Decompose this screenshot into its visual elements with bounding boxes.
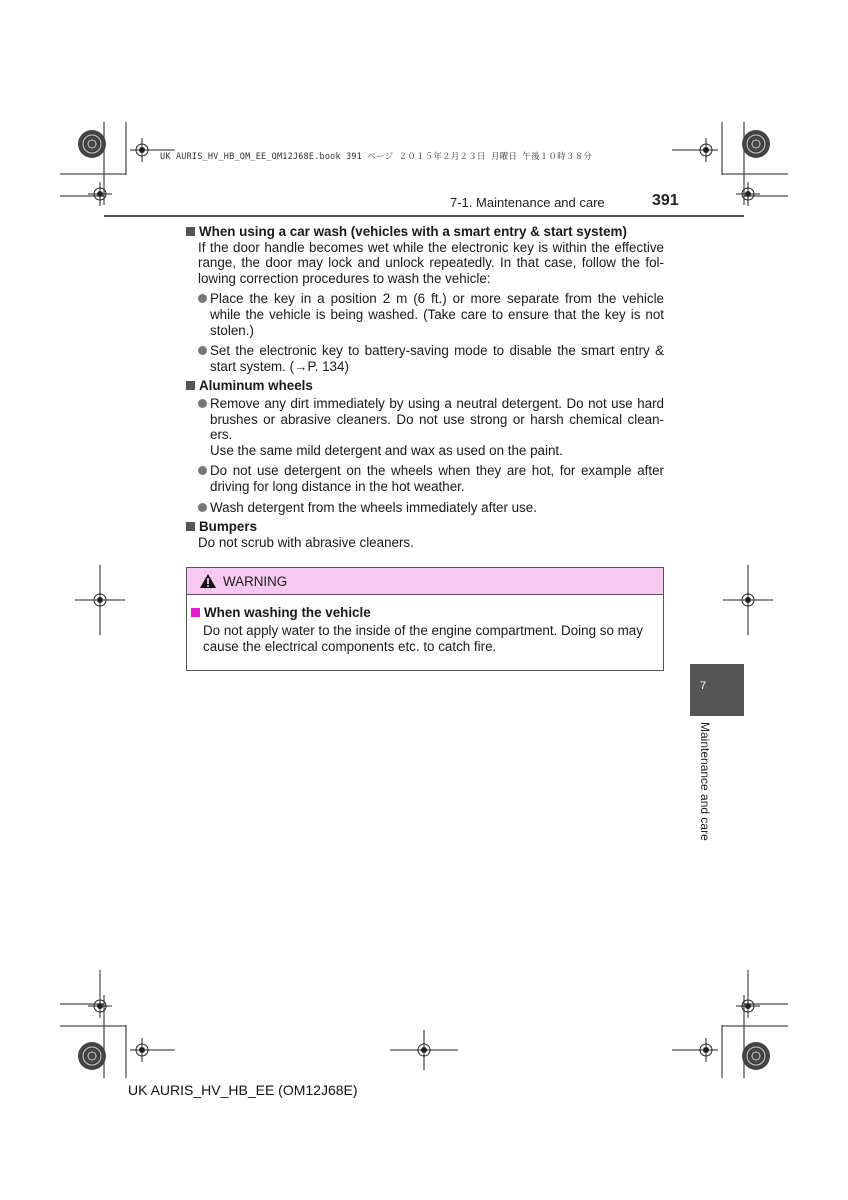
round-bullet-icon — [198, 399, 207, 408]
list-item: Do not use detergent on the wheels when they are hot, for example after driving for long distance in the hot weather. — [198, 463, 664, 494]
round-bullet-icon — [198, 466, 207, 475]
list-item: Set the electronic key to battery-saving mode to disable the smart entry & start system. (→P. 134) — [198, 343, 664, 374]
header-rule — [104, 215, 744, 217]
chapter-number: 7 — [700, 680, 707, 692]
chapter-tab — [690, 664, 744, 716]
warning-box — [186, 567, 664, 671]
warning-header — [187, 568, 663, 595]
round-bullet-icon — [198, 503, 207, 512]
chapter-label: Maintenance and care — [698, 722, 712, 841]
round-bullet-icon — [198, 294, 207, 303]
running-header-section: 7-1. Maintenance and care — [450, 195, 605, 210]
page-number: 391 — [652, 192, 679, 209]
car-wash-paragraph: If the door handle becomes wet while the electronic key is within the effective range, the door may lock and unlock repeatedly. In that case, follow the fol-lowing correction procedures to wash the vehicle: — [198, 239, 664, 286]
list-item: Place the key in a position 2 m (6 ft.) or more separate from the vehicle while the vehicle is being washed. (Take care to ensure that the key is not stolen.) — [198, 291, 664, 338]
square-bullet-icon — [186, 522, 195, 531]
list-item: Remove any dirt immediately by using a neutral detergent. Do not use hard brushes or abrasive cleaners. Do not use strong or harsh chemical clean-ers. Use the same mild detergent and wax as used on the paint. — [198, 396, 664, 458]
square-bullet-icon — [186, 227, 195, 236]
print-file-line: UK AURIS_HV_HB_OM_EE_OM12J68E.book 391 ページ ２０１５年２月２３日 月曜日 午後１０時３８分 — [160, 152, 592, 162]
warning-subheading: When washing the vehicle — [191, 605, 663, 620]
section-heading-aluminum-wheels: Aluminum wheels — [186, 378, 664, 394]
section-heading-bumpers: Bumpers — [186, 519, 664, 535]
section-heading-car-wash: When using a car wash (vehicles with a smart entry & start system) — [186, 224, 664, 240]
warning-triangle-icon — [199, 573, 217, 589]
bumpers-paragraph: Do not scrub with abrasive cleaners. — [198, 534, 414, 550]
magenta-square-icon — [191, 608, 200, 617]
footer-model-code: UK AURIS_HV_HB_EE (OM12J68E) — [128, 1082, 358, 1098]
list-item: Wash detergent from the wheels immediately after use. — [198, 500, 664, 516]
square-bullet-icon — [186, 381, 195, 390]
round-bullet-icon — [198, 346, 207, 355]
main-content — [186, 224, 664, 550]
warning-text: Do not apply water to the inside of the engine compartment. Doing so may cause the electrical components etc. to catch fire. — [203, 623, 643, 654]
warning-title: WARNING — [223, 573, 288, 589]
